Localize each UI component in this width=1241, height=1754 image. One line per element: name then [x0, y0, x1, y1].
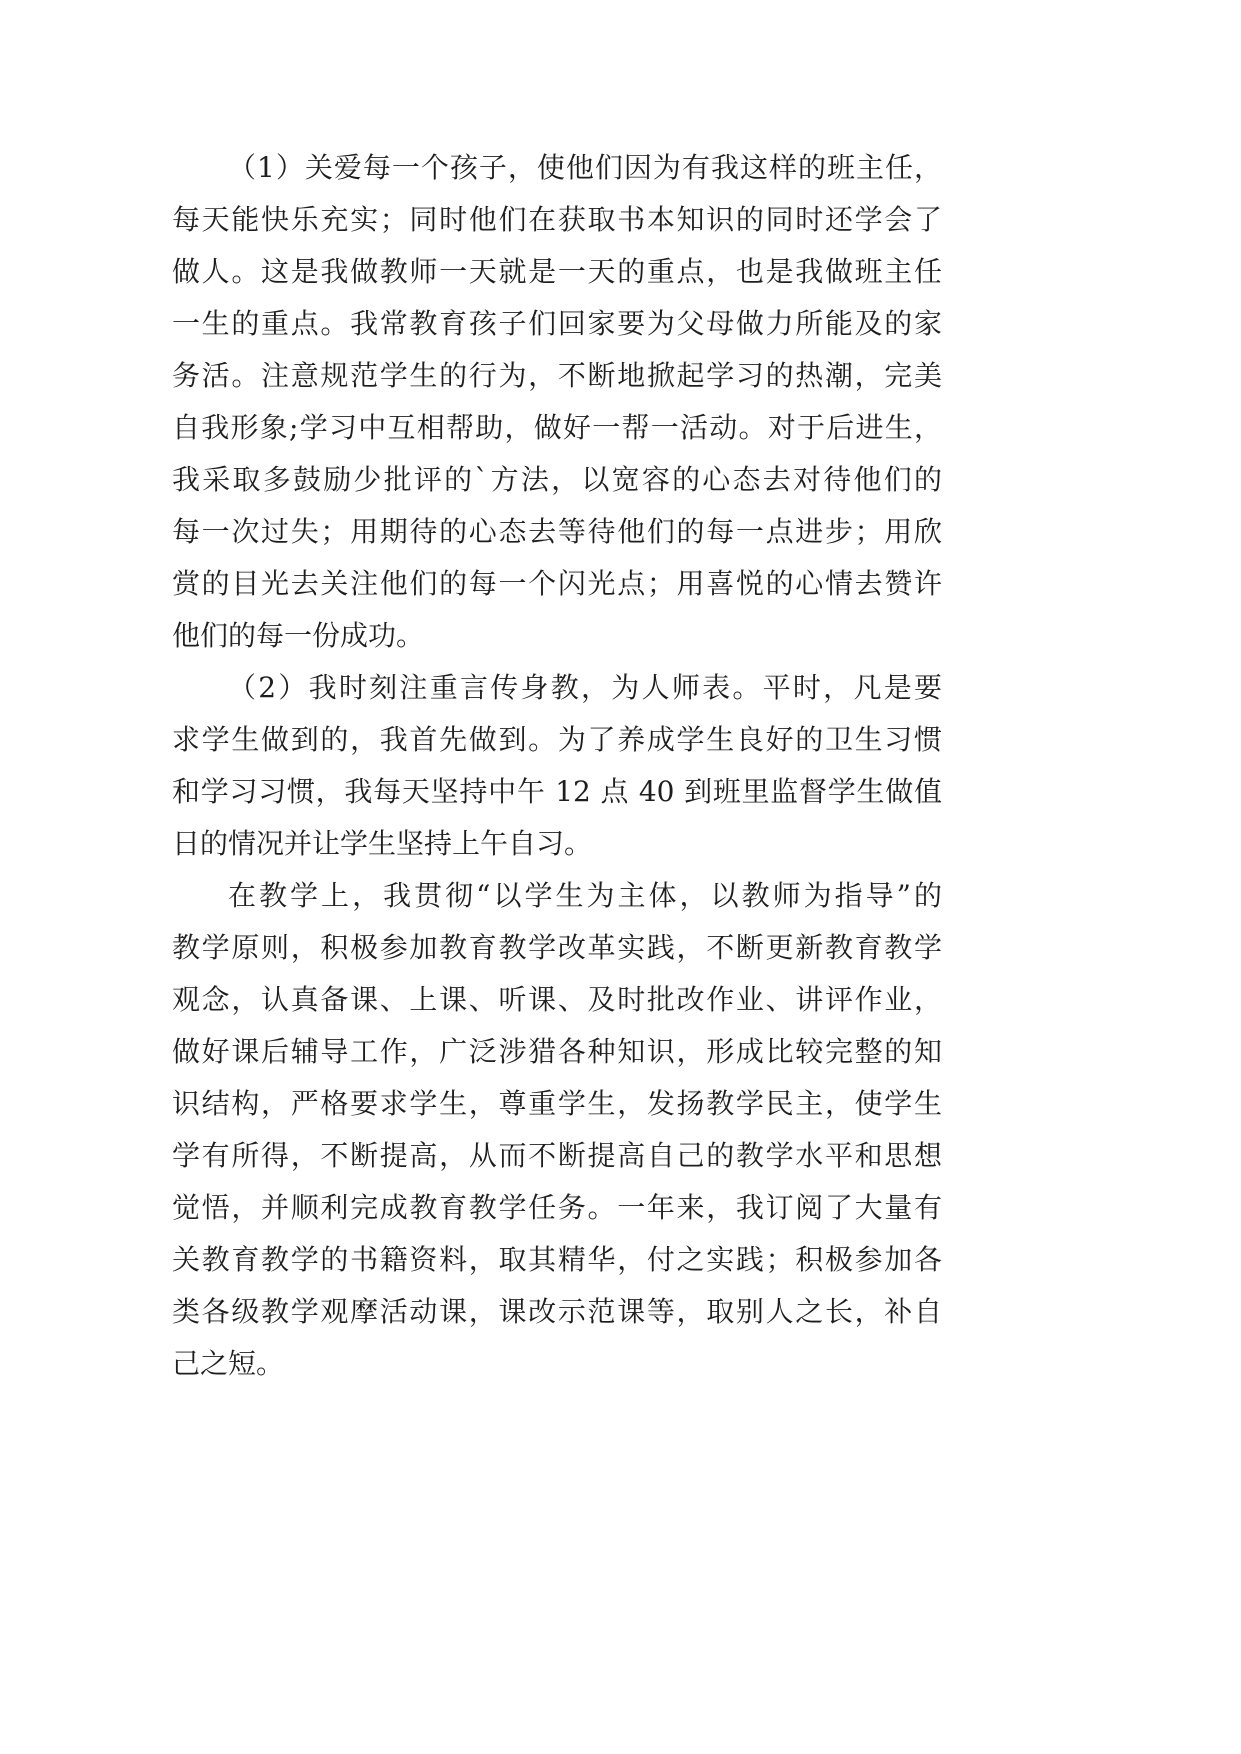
text-line: 每天能快乐充实；同时他们在获取书本知识的同时还学会了: [172, 203, 942, 236]
text-line: 务活。注意规范学生的行为，不断地掀起学习的热潮，完美: [172, 359, 942, 392]
text-line: 观念，认真备课、上课、听课、及时批改作业、讲评作业，: [172, 983, 942, 1016]
text-line: 做人。这是我做教师一天就是一天的重点，也是我做班主任: [172, 255, 942, 288]
text-line: 我采取多鼓励少批评的`方法，以宽容的心态去对待他们的: [172, 463, 942, 496]
text-line: 求学生做到的，我首先做到。为了养成学生良好的卫生习惯: [172, 723, 942, 756]
paragraph: [172, 662, 942, 870]
text-line: 识结构，严格要求学生，尊重学生，发扬教学民主，使学生: [172, 1087, 942, 1120]
text-line: 类各级教学观摩活动课，课改示范课等，取别人之长，补自: [172, 1295, 942, 1328]
text-line: 觉悟，并顺利完成教育教学任务。一年来，我订阅了大量有: [172, 1191, 942, 1224]
text-line: 日的情况并让学生坚持上午自习。: [172, 827, 593, 860]
text-line: 和学习习惯，我每天坚持中午 12 点 40 到班里监督学生做值: [172, 775, 942, 808]
text-line: 自我形象;学习中互相帮助，做好一帮一活动。对于后进生，: [172, 411, 942, 444]
text-line: 关教育教学的书籍资料，取其精华，付之实践；积极参加各: [172, 1243, 942, 1276]
text-line: 学有所得，不断提高，从而不断提高自己的教学水平和思想: [172, 1139, 942, 1172]
text-line: 在教学上，我贯彻“以学生为主体，以教师为指导”的: [228, 879, 942, 912]
text-line: （2）我时刻注重言传身教，为人师表。平时，凡是要: [228, 671, 942, 704]
paragraph: [172, 142, 942, 662]
text-line: 每一次过失；用期待的心态去等待他们的每一点进步；用欣: [172, 515, 942, 548]
document-body: [172, 142, 942, 1390]
text-line: （1）关爱每一个孩子，使他们因为有我这样的班主任，: [228, 151, 942, 184]
text-line: 做好课后辅导工作，广泛涉猎各种知识，形成比较完整的知: [172, 1035, 942, 1068]
text-line: 教学原则，积极参加教育教学改革实践，不断更新教育教学: [172, 931, 942, 964]
text-line: 他们的每一份成功。: [172, 619, 425, 652]
text-line: 赏的目光去关注他们的每一个闪光点；用喜悦的心情去赞许: [172, 567, 942, 600]
text-line: 一生的重点。我常教育孩子们回家要为父母做力所能及的家: [172, 307, 942, 340]
text-line: 己之短。: [172, 1347, 285, 1380]
paragraph: [172, 870, 942, 1390]
